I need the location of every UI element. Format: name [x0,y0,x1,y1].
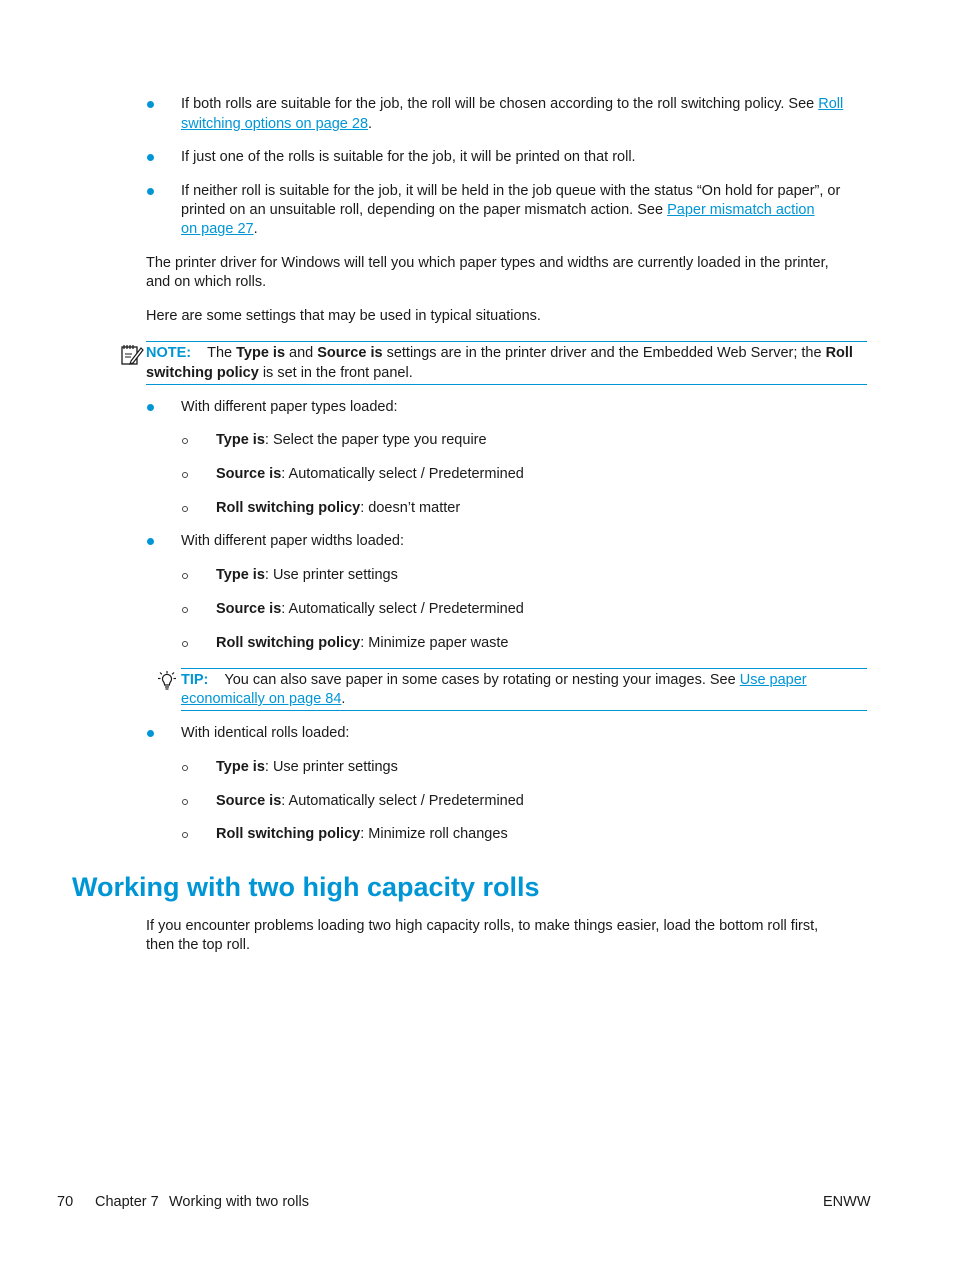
note-text: and [285,345,318,361]
note-bottom-rule [146,384,867,385]
sub-item-value: : Use printer settings [264,567,398,583]
bullet-text-span: . [253,221,258,237]
tip-line [181,690,345,709]
sub-item [216,499,460,518]
roll-switching-link[interactable]: switching options on page 28 [181,116,369,132]
chapter-title: Working with two rolls [169,1194,309,1210]
sub-bullet-icon [182,765,188,771]
sub-bullet-icon [182,607,188,613]
bullet-text-span: If both rolls are suitable for the job, the roll will be chosen according to the roll switching policy. See [181,96,819,112]
note-label: NOTE: [146,345,192,361]
sub-bullet-icon [182,472,188,478]
group-title: With identical rolls loaded: [181,725,350,741]
sub-item [216,758,398,777]
sub-item [216,634,509,653]
sub-item [216,600,524,619]
paper-mismatch-link[interactable]: Paper mismatch action [667,202,815,218]
note-bold: switching policy [146,365,259,381]
tip-bottom-rule [181,710,867,711]
page-number: 70 [57,1194,74,1210]
sub-item-value: : Minimize paper waste [360,635,509,651]
sub-item-key: Roll switching policy [216,500,361,516]
bullet-text [181,95,843,114]
note-line [146,344,853,363]
sub-item-value: : Automatically select / Predetermined [281,466,524,482]
paragraph-line: If you encounter problems loading two high capacity rolls, to make things easier, load the bottom roll first, [146,918,819,934]
sub-item-value: : Select the paper type you require [264,432,487,448]
paragraph-line: The printer driver for Windows will tell you which paper types and widths are currently loaded in the printer, [146,255,829,271]
paragraph-line: Here are some settings that may be used in typical situations. [146,308,541,324]
use-paper-link[interactable]: Use paper [739,672,807,688]
sub-item-key: Source is [216,601,282,617]
note-bold: Roll [825,345,853,361]
bullet-text-span: . [368,116,373,132]
tip-text: . [341,691,346,707]
sub-bullet-icon [182,438,188,444]
bullet-icon [147,404,154,411]
note-text: is set in the front panel. [258,365,413,381]
sub-bullet-icon [182,799,188,805]
group-title: With different paper widths loaded: [181,533,405,549]
sub-bullet-icon [182,573,188,579]
bullet-text: If neither roll is suitable for the job, it will be held in the job queue with the status “On hold for paper”, or [181,183,841,199]
footer-right-label: ENWW [823,1194,871,1210]
sub-item-value: : doesn’t matter [360,500,461,516]
sub-bullet-icon [182,506,188,512]
tip-top-rule [181,668,867,669]
sub-item-key: Type is [216,432,265,448]
paper-mismatch-link[interactable]: on page 27 [181,221,254,237]
roll-switching-link[interactable]: Roll [818,96,844,112]
chapter-label: Chapter 7 [95,1194,159,1210]
section-heading: Working with two high capacity rolls [72,872,540,902]
bullet-text-span: printed on an unsuitable roll, depending on the paper mismatch action. See [181,202,668,218]
bullet-text [181,115,372,134]
note-text: The [207,345,237,361]
bullet-icon [147,730,154,737]
bullet-text [181,220,258,239]
group-title: With different paper types loaded: [181,399,398,415]
sub-item [216,792,524,811]
sub-item-value: : Use printer settings [264,759,398,775]
sub-item-value: : Automatically select / Predetermined [281,793,524,809]
paragraph-line: then the top roll. [146,937,250,953]
sub-bullet-icon [182,641,188,647]
sub-item-key: Roll switching policy [216,635,361,651]
sub-bullet-icon [182,832,188,838]
sub-item [216,566,398,585]
bullet-icon [147,154,154,161]
note-text: settings are in the printer driver and the Embedded Web Server; the [382,345,826,361]
bullet-text: If just one of the rolls is suitable for the job, it will be printed on that roll. [181,149,636,165]
sub-item-key: Type is [216,567,265,583]
bullet-text [181,201,815,220]
note-line [146,364,413,383]
sub-item-value: : Minimize roll changes [360,826,508,842]
sub-item-key: Roll switching policy [216,826,361,842]
use-paper-link[interactable]: economically on page 84 [181,691,342,707]
note-bold: Source is [317,345,383,361]
paragraph-line: and on which rolls. [146,274,267,290]
sub-item-key: Type is [216,759,265,775]
sub-item-key: Source is [216,793,282,809]
lightbulb-icon [155,670,179,694]
bullet-icon [147,101,154,108]
sub-item [216,431,487,450]
tip-text: You can also save paper in some cases by rotating or nesting your images. See [224,672,740,688]
note-top-rule [146,341,867,342]
sub-item-value: : Automatically select / Predetermined [281,601,524,617]
note-bold: Type is [236,345,286,361]
tip-line [181,671,807,690]
bullet-icon [147,188,154,195]
sub-item-key: Source is [216,466,282,482]
sub-item [216,465,524,484]
tip-label: TIP: [181,672,209,688]
sub-item [216,825,508,844]
bullet-icon [147,538,154,545]
note-icon [120,343,144,367]
